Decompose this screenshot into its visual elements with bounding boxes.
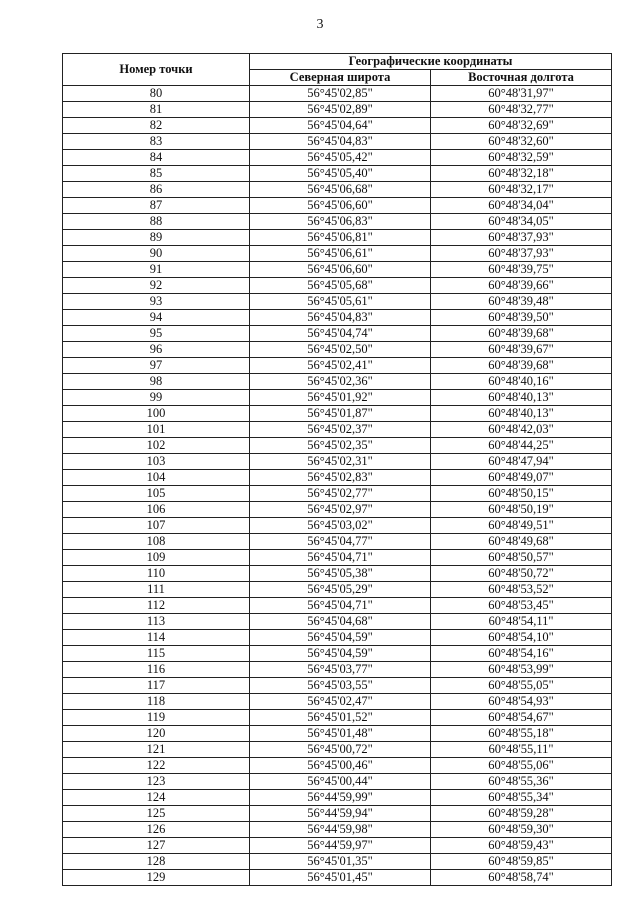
- point-number-cell: 83: [63, 134, 250, 150]
- longitude-cell: 60°48'37,93": [431, 246, 612, 262]
- point-number-cell: 100: [63, 406, 250, 422]
- latitude-cell: 56°45'05,29": [250, 582, 431, 598]
- latitude-cell: 56°45'05,38": [250, 566, 431, 582]
- longitude-cell: 60°48'49,68": [431, 534, 612, 550]
- longitude-cell: 60°48'39,68": [431, 358, 612, 374]
- longitude-cell: 60°48'53,99": [431, 662, 612, 678]
- point-number-cell: 85: [63, 166, 250, 182]
- table-row: [63, 662, 612, 678]
- latitude-cell: 56°45'03,02": [250, 518, 431, 534]
- point-number-cell: 87: [63, 198, 250, 214]
- longitude-cell: 60°48'53,45": [431, 598, 612, 614]
- point-number-cell: 89: [63, 230, 250, 246]
- latitude-cell: 56°45'01,48": [250, 726, 431, 742]
- latitude-cell: 56°45'00,46": [250, 758, 431, 774]
- table-row: [63, 166, 612, 182]
- longitude-cell: 60°48'59,43": [431, 838, 612, 854]
- table-row: [63, 150, 612, 166]
- longitude-cell: 60°48'55,34": [431, 790, 612, 806]
- latitude-cell: 56°45'01,92": [250, 390, 431, 406]
- longitude-cell: 60°48'39,50": [431, 310, 612, 326]
- latitude-cell: 56°45'04,77": [250, 534, 431, 550]
- table-row: [63, 326, 612, 342]
- table-row: [63, 294, 612, 310]
- latitude-cell: 56°45'01,87": [250, 406, 431, 422]
- longitude-cell: 60°48'55,18": [431, 726, 612, 742]
- latitude-cell: 56°45'02,97": [250, 502, 431, 518]
- point-number-cell: 99: [63, 390, 250, 406]
- table-row: [63, 422, 612, 438]
- table-row: [63, 374, 612, 390]
- table-row: [63, 470, 612, 486]
- table-row: [63, 358, 612, 374]
- longitude-cell: 60°48'40,13": [431, 390, 612, 406]
- longitude-cell: 60°48'34,04": [431, 198, 612, 214]
- header-geo-coordinates: Географические координаты: [250, 54, 612, 70]
- latitude-cell: 56°45'02,89": [250, 102, 431, 118]
- point-number-cell: 94: [63, 310, 250, 326]
- point-number-cell: 110: [63, 566, 250, 582]
- longitude-cell: 60°48'37,93": [431, 230, 612, 246]
- point-number-cell: 98: [63, 374, 250, 390]
- table-row: [63, 182, 612, 198]
- table-row: [63, 790, 612, 806]
- longitude-cell: 60°48'39,67": [431, 342, 612, 358]
- latitude-cell: 56°45'06,68": [250, 182, 431, 198]
- table-row: [63, 838, 612, 854]
- table-row: [63, 550, 612, 566]
- latitude-cell: 56°45'02,31": [250, 454, 431, 470]
- table-body: [63, 86, 612, 886]
- point-number-cell: 80: [63, 86, 250, 102]
- table-row: [63, 86, 612, 102]
- longitude-cell: 60°48'55,06": [431, 758, 612, 774]
- table-row: [63, 406, 612, 422]
- latitude-cell: 56°45'02,37": [250, 422, 431, 438]
- point-number-cell: 90: [63, 246, 250, 262]
- table-row: [63, 198, 612, 214]
- longitude-cell: 60°48'39,66": [431, 278, 612, 294]
- latitude-cell: 56°45'04,83": [250, 134, 431, 150]
- latitude-cell: 56°45'04,74": [250, 326, 431, 342]
- point-number-cell: 122: [63, 758, 250, 774]
- longitude-cell: 60°48'32,17": [431, 182, 612, 198]
- table-header-row: [63, 54, 612, 70]
- latitude-cell: 56°45'01,45": [250, 870, 431, 886]
- latitude-cell: 56°45'06,61": [250, 246, 431, 262]
- point-number-cell: 91: [63, 262, 250, 278]
- table-row: [63, 630, 612, 646]
- latitude-cell: 56°45'04,83": [250, 310, 431, 326]
- longitude-cell: 60°48'54,16": [431, 646, 612, 662]
- latitude-cell: 56°45'02,85": [250, 86, 431, 102]
- point-number-cell: 102: [63, 438, 250, 454]
- table-row: [63, 118, 612, 134]
- table-row: [63, 102, 612, 118]
- page-number: 3: [316, 17, 324, 32]
- longitude-cell: 60°48'50,19": [431, 502, 612, 518]
- latitude-cell: 56°44'59,94": [250, 806, 431, 822]
- longitude-cell: 60°48'39,48": [431, 294, 612, 310]
- point-number-cell: 84: [63, 150, 250, 166]
- longitude-cell: 60°48'59,30": [431, 822, 612, 838]
- longitude-cell: 60°48'40,13": [431, 406, 612, 422]
- longitude-cell: 60°48'40,16": [431, 374, 612, 390]
- table-row: [63, 262, 612, 278]
- longitude-cell: 60°48'54,93": [431, 694, 612, 710]
- longitude-cell: 60°48'54,10": [431, 630, 612, 646]
- latitude-cell: 56°45'05,40": [250, 166, 431, 182]
- header-east-longitude: Восточная долгота: [431, 70, 612, 86]
- table-row: [63, 134, 612, 150]
- point-number-cell: 86: [63, 182, 250, 198]
- point-number-cell: 120: [63, 726, 250, 742]
- latitude-cell: 56°45'01,35": [250, 854, 431, 870]
- point-number-cell: 101: [63, 422, 250, 438]
- table-row: [63, 310, 612, 326]
- table-row: [63, 390, 612, 406]
- point-number-cell: 92: [63, 278, 250, 294]
- table-row: [63, 806, 612, 822]
- point-number-cell: 96: [63, 342, 250, 358]
- header-point-number: Номер точки: [63, 54, 250, 86]
- table-row: [63, 502, 612, 518]
- point-number-cell: 117: [63, 678, 250, 694]
- latitude-cell: 56°45'02,36": [250, 374, 431, 390]
- longitude-cell: 60°48'55,36": [431, 774, 612, 790]
- point-number-cell: 115: [63, 646, 250, 662]
- latitude-cell: 56°45'00,72": [250, 742, 431, 758]
- point-number-cell: 112: [63, 598, 250, 614]
- latitude-cell: 56°45'05,42": [250, 150, 431, 166]
- latitude-cell: 56°44'59,99": [250, 790, 431, 806]
- latitude-cell: 56°45'06,81": [250, 230, 431, 246]
- table-row: [63, 566, 612, 582]
- point-number-cell: 116: [63, 662, 250, 678]
- latitude-cell: 56°45'04,59": [250, 630, 431, 646]
- table-row: [63, 230, 612, 246]
- point-number-cell: 109: [63, 550, 250, 566]
- table-row: [63, 822, 612, 838]
- longitude-cell: 60°48'54,11": [431, 614, 612, 630]
- latitude-cell: 56°45'04,71": [250, 598, 431, 614]
- table-row: [63, 454, 612, 470]
- longitude-cell: 60°48'53,52": [431, 582, 612, 598]
- point-number-cell: 95: [63, 326, 250, 342]
- longitude-cell: 60°48'42,03": [431, 422, 612, 438]
- point-number-cell: 108: [63, 534, 250, 550]
- table-row: [63, 614, 612, 630]
- latitude-cell: 56°45'06,60": [250, 262, 431, 278]
- longitude-cell: 60°48'34,05": [431, 214, 612, 230]
- longitude-cell: 60°48'59,28": [431, 806, 612, 822]
- point-number-cell: 93: [63, 294, 250, 310]
- longitude-cell: 60°48'39,68": [431, 326, 612, 342]
- latitude-cell: 56°45'05,61": [250, 294, 431, 310]
- point-number-cell: 123: [63, 774, 250, 790]
- table-row: [63, 774, 612, 790]
- point-number-cell: 82: [63, 118, 250, 134]
- table-row: [63, 870, 612, 886]
- table-row: [63, 678, 612, 694]
- table-row: [63, 710, 612, 726]
- point-number-cell: 103: [63, 454, 250, 470]
- longitude-cell: 60°48'32,59": [431, 150, 612, 166]
- point-number-cell: 129: [63, 870, 250, 886]
- table-row: [63, 854, 612, 870]
- longitude-cell: 60°48'50,72": [431, 566, 612, 582]
- longitude-cell: 60°48'32,18": [431, 166, 612, 182]
- table-row: [63, 582, 612, 598]
- point-number-cell: 107: [63, 518, 250, 534]
- longitude-cell: 60°48'50,57": [431, 550, 612, 566]
- latitude-cell: 56°45'06,60": [250, 198, 431, 214]
- longitude-cell: 60°48'49,07": [431, 470, 612, 486]
- latitude-cell: 56°45'03,77": [250, 662, 431, 678]
- latitude-cell: 56°45'04,64": [250, 118, 431, 134]
- longitude-cell: 60°48'49,51": [431, 518, 612, 534]
- latitude-cell: 56°44'59,97": [250, 838, 431, 854]
- latitude-cell: 56°45'00,44": [250, 774, 431, 790]
- longitude-cell: 60°48'32,60": [431, 134, 612, 150]
- longitude-cell: 60°48'59,85": [431, 854, 612, 870]
- point-number-cell: 114: [63, 630, 250, 646]
- point-number-cell: 88: [63, 214, 250, 230]
- latitude-cell: 56°45'06,83": [250, 214, 431, 230]
- table-row: [63, 694, 612, 710]
- point-number-cell: 121: [63, 742, 250, 758]
- longitude-cell: 60°48'39,75": [431, 262, 612, 278]
- latitude-cell: 56°45'04,71": [250, 550, 431, 566]
- latitude-cell: 56°45'01,52": [250, 710, 431, 726]
- table-row: [63, 246, 612, 262]
- longitude-cell: 60°48'54,67": [431, 710, 612, 726]
- table-row: [63, 278, 612, 294]
- point-number-cell: 106: [63, 502, 250, 518]
- point-number-cell: 125: [63, 806, 250, 822]
- table-row: [63, 598, 612, 614]
- latitude-cell: 56°45'02,83": [250, 470, 431, 486]
- point-number-cell: 127: [63, 838, 250, 854]
- latitude-cell: 56°45'03,55": [250, 678, 431, 694]
- point-number-cell: 113: [63, 614, 250, 630]
- point-number-cell: 97: [63, 358, 250, 374]
- point-number-cell: 81: [63, 102, 250, 118]
- latitude-cell: 56°45'02,35": [250, 438, 431, 454]
- table-row: [63, 758, 612, 774]
- longitude-cell: 60°48'55,05": [431, 678, 612, 694]
- table-row: [63, 726, 612, 742]
- point-number-cell: 111: [63, 582, 250, 598]
- table-row: [63, 646, 612, 662]
- point-number-cell: 119: [63, 710, 250, 726]
- table-row: [63, 214, 612, 230]
- longitude-cell: 60°48'55,11": [431, 742, 612, 758]
- latitude-cell: 56°45'02,77": [250, 486, 431, 502]
- longitude-cell: 60°48'50,15": [431, 486, 612, 502]
- point-number-cell: 126: [63, 822, 250, 838]
- longitude-cell: 60°48'32,77": [431, 102, 612, 118]
- longitude-cell: 60°48'47,94": [431, 454, 612, 470]
- point-number-cell: 118: [63, 694, 250, 710]
- table-row: [63, 518, 612, 534]
- point-number-cell: 128: [63, 854, 250, 870]
- table-row: [63, 342, 612, 358]
- longitude-cell: 60°48'58,74": [431, 870, 612, 886]
- latitude-cell: 56°45'02,50": [250, 342, 431, 358]
- point-number-cell: 104: [63, 470, 250, 486]
- latitude-cell: 56°45'02,47": [250, 694, 431, 710]
- latitude-cell: 56°45'04,59": [250, 646, 431, 662]
- point-number-cell: 105: [63, 486, 250, 502]
- table-row: [63, 534, 612, 550]
- table-row: [63, 486, 612, 502]
- latitude-cell: 56°45'02,41": [250, 358, 431, 374]
- point-number-cell: 124: [63, 790, 250, 806]
- header-north-latitude: Северная широта: [250, 70, 431, 86]
- latitude-cell: 56°45'04,68": [250, 614, 431, 630]
- longitude-cell: 60°48'31,97": [431, 86, 612, 102]
- coordinates-table: [62, 53, 612, 886]
- table-row: [63, 438, 612, 454]
- latitude-cell: 56°45'05,68": [250, 278, 431, 294]
- longitude-cell: 60°48'32,69": [431, 118, 612, 134]
- latitude-cell: 56°44'59,98": [250, 822, 431, 838]
- longitude-cell: 60°48'44,25": [431, 438, 612, 454]
- table-row: [63, 742, 612, 758]
